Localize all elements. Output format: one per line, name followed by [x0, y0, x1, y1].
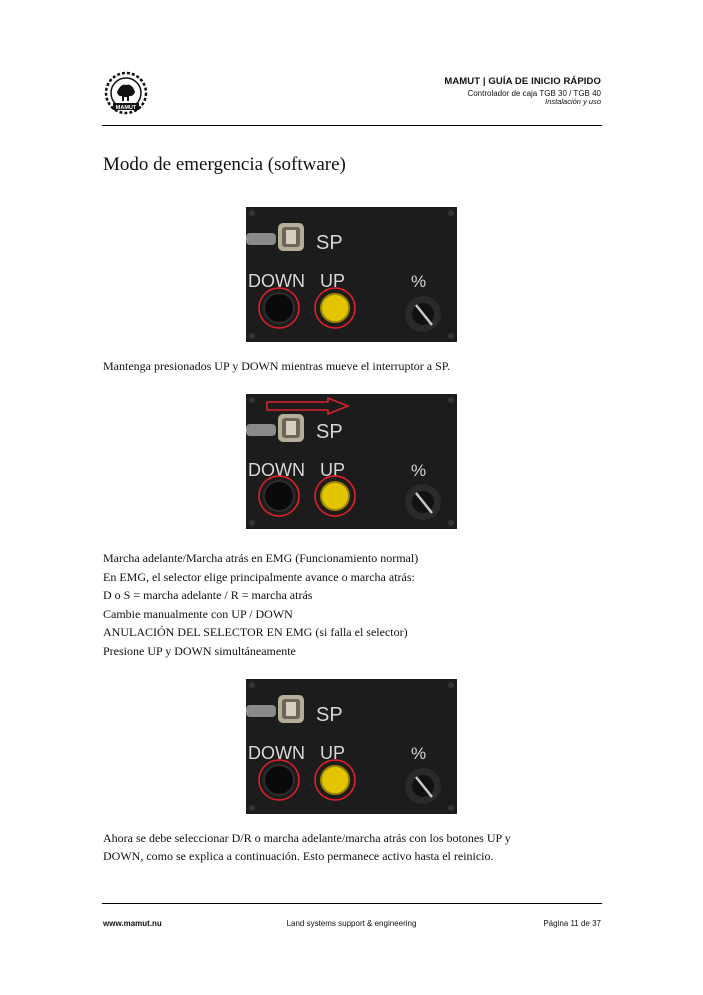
paragraph-2-line: D o S = marcha adelante / R = marcha atrás	[103, 588, 313, 602]
footer-tagline: Land systems support & engineering	[286, 919, 417, 928]
down-button-icon	[264, 293, 294, 323]
footer-website: www.mamut.nu	[103, 919, 162, 928]
percent-knob-icon	[405, 768, 441, 804]
up-label: UP	[320, 743, 346, 763]
paragraph-2-line: Marcha adelante/Marcha atrás en EMG (Funcionamiento normal)	[103, 551, 419, 565]
paragraph-2-line: ANULACIÓN DEL SELECTOR EN EMG (si falla el selector)	[103, 625, 408, 639]
up-button-icon	[321, 482, 349, 510]
down-label: DOWN	[248, 743, 305, 763]
header-rule	[102, 125, 602, 126]
header-subtitle: Controlador de caja TGB 30 / TGB 40	[467, 88, 601, 98]
percent-label: %	[411, 272, 427, 291]
up-button-icon	[321, 766, 349, 794]
footer-rule	[102, 903, 602, 904]
percent-label: %	[411, 461, 427, 480]
header-title: MAMUT | GUÍA DE INICIO RÁPIDO	[444, 76, 601, 87]
sp-label: SP	[316, 421, 343, 443]
down-button-icon	[264, 481, 294, 511]
down-label: DOWN	[248, 460, 305, 480]
percent-knob-icon	[405, 296, 441, 332]
control-panel-photo-2	[246, 394, 457, 529]
paragraph-3-line: Ahora se debe seleccionar D/R o marcha adelante/marcha atrás con los botones UP y	[103, 831, 511, 845]
percent-knob-icon	[405, 484, 441, 520]
header-subtitle-2: Instalación y uso	[545, 97, 601, 107]
footer-page-number: Página 11 de 37	[543, 919, 601, 928]
up-button-icon	[321, 294, 349, 322]
paragraph-2-line: Cambie manualmente con UP / DOWN	[103, 606, 293, 621]
percent-label: %	[411, 744, 427, 763]
down-button-icon	[264, 765, 294, 795]
control-panel-photo-1	[246, 207, 457, 342]
page-header	[444, 77, 601, 107]
paragraph-3-line: DOWN, como se explica a continuación. Esto permanece activo hasta el reinicio.	[103, 849, 494, 863]
paragraph-1: Mantenga presionados UP y DOWN mientras mueve el interruptor a SP.	[103, 359, 451, 373]
mamut-logo	[101, 70, 151, 116]
paragraph-2-line: En EMG, el selector elige principalmente avance o marcha atrás:	[103, 569, 415, 584]
sp-label: SP	[316, 704, 343, 726]
down-label: DOWN	[248, 271, 305, 291]
sp-label: SP	[316, 232, 343, 254]
up-label: UP	[320, 460, 346, 480]
up-label: UP	[320, 271, 346, 291]
section-title: Modo de emergencia (software)	[103, 154, 346, 175]
logo-text: MAMUT	[115, 104, 137, 111]
control-panel-photo-3	[246, 679, 457, 814]
paragraph-2-line: Presione UP y DOWN simultáneamente	[103, 643, 296, 658]
